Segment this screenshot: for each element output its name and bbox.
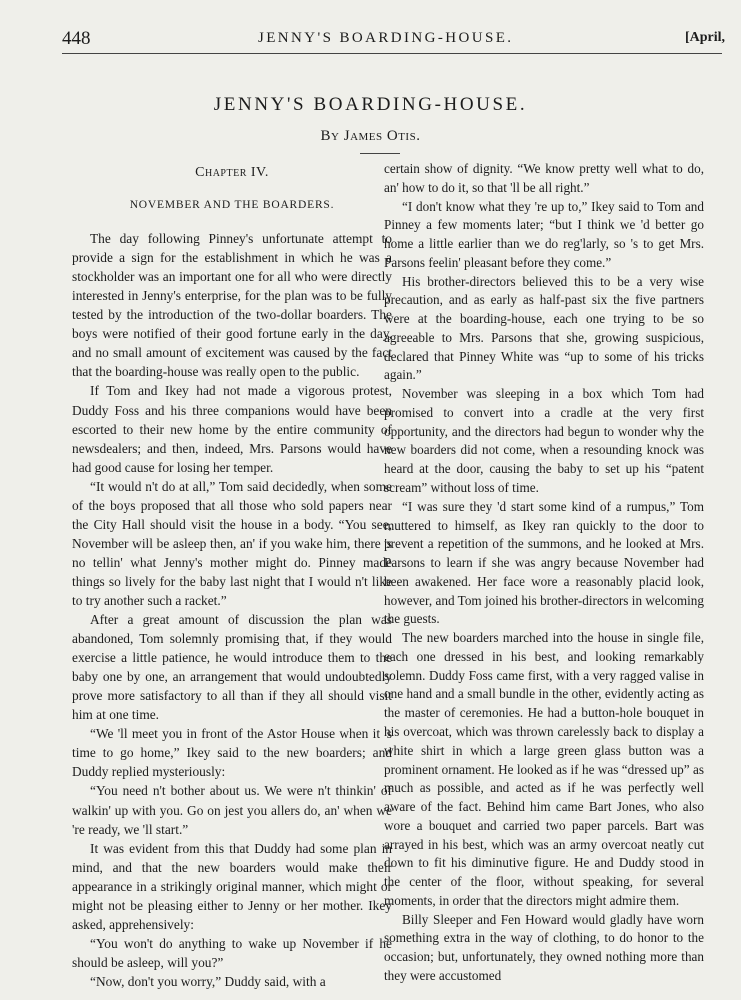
- header-rule: [62, 53, 722, 54]
- paragraph: “We 'll meet you in front of the Astor House when it 's time to go home,” Ikey said to the new boarders; and Duddy replied mysteriously:: [72, 726, 392, 780]
- paragraph: If Tom and Ikey had not made a vigorous protest, Duddy Foss and his three companions would have been escorted to their new home by the entire community of newsdealers; and then, indeed, Mrs. Parsons would have had good cause for losing her temper.: [72, 383, 392, 475]
- section-heading: NOVEMBER AND THE BOARDERS.: [129, 199, 335, 212]
- running-title: JENNY'S BOARDING-HOUSE.: [258, 30, 514, 46]
- right-column: [384, 160, 704, 990]
- paragraph: “You need n't bother about us. We were n't thinkin' of walkin' up with you. Go on jest you allers do, an' when we 're ready, we 'll start.”: [72, 783, 392, 837]
- paragraph: certain show of dignity. “We know pretty well what to do, an' how to do it, so that 'll be all right.”: [384, 161, 704, 195]
- page-number: 448: [62, 28, 91, 49]
- paragraph: The new boarders marched into the house in single file, each one dressed in his best, and looking remarkably solemn. Duddy Foss came first, with a very ragged valise in one hand and a small bundle in the other, evidently acting as the master of ceremonies. He had a button-hole bouquet in his overcoat, which was thrown carelessly back to display a white shirt in which a large green glass button was a prominent ornament. He looked as if he was “dressed up” as much as possible, and acted as if he was perfectly well aware of the fact. Behind him came Bart Jones, who also wore a bouquet and carried two paper parcels. Bart was arrayed in his best, which was an army overcoat neatly cut down to fit his diminutive figure. He and Duddy stood in the center of the floor, without speaking, for several moments, in order that the directors might admire them.: [384, 630, 704, 908]
- paragraph: It was evident from this that Duddy had some plan in mind, and that the new boarders would make their appearance in a strikingly original manner, which might or might not be pleasing either to Jenny or her mother. Ikey asked, apprehensively:: [72, 840, 392, 932]
- byline-rule: [360, 153, 400, 154]
- byline: By James Otis.: [320, 128, 421, 144]
- running-head: [62, 28, 731, 52]
- paragraph: November was sleeping in a box which Tom had promised to convert into a cradle at the very first opportunity, and the directors had begun to wonder why the new boarders did not come, when a resounding knock was heard at the door, causing the baby to set up his “patent scream” without loss of time.: [384, 386, 704, 496]
- paragraph: Billy Sleeper and Fen Howard would gladly have worn something extra in the way of clothing, to do honor to the occasion; but, unfortunately, they owned nothing more than they were accustomed: [384, 911, 704, 983]
- paragraph: “You won't do anything to wake up November if he should be asleep, will you?”: [72, 935, 392, 970]
- chapter-heading: Chapter IV.: [195, 165, 269, 180]
- paragraph: “It would n't do at all,” Tom said decidedly, when some of the boys proposed that all those who sold papers near the City Hall should visit the house in a body. “You see, November will be asleep then, an' if you wake him, there 's no tellin' what Jenny's mother might do. Pinney made things so lively for the baby last night that I would n't like to try another such a racket.”: [72, 478, 392, 608]
- paragraph: His brother-directors believed this to be a very wise precaution, and as early as half-past six the five partners were at the boarding-house, each one trying to be so agreeable to Mrs. Parsons that she, growing suspicious, declared that Pinney White was “up to some of his tricks again.”: [384, 273, 704, 383]
- paragraph: “I was sure they 'd start some kind of a rumpus,” Tom muttered to himself, as Ikey ran quickly to the door to prevent a repetition of the summons, and he looked at Mrs. Parsons to learn if she was angry because November had been awakened. Her face wore a reasonably placid look, however, and Tom joined his brother-directors in welcoming the guests.: [384, 498, 704, 627]
- paragraph: “I don't know what they 're up to,” Ikey said to Tom and Pinney a few moments later; “but I think we 'd better go home a little earlier than we do reg'larly, so 's to get Mrs. Parsons feelin' pleasant before they come.”: [384, 198, 704, 270]
- paragraph: “Now, don't you worry,” Duddy said, with a: [90, 973, 326, 989]
- paragraph: After a great amount of discussion the plan was abandoned, Tom solemnly promising that, if they would exercise a little patience, he would introduce them to the baby one by one, an arrangement that would undoubtedly prove more satisfactory to all than if they all should visit him at one time.: [72, 612, 392, 723]
- running-date: [April,: [684, 30, 725, 45]
- paragraph: The day following Pinney's unfortunate attempt to provide a sign for the establishment in which he was a stockholder was an important one for all who were directly interested in Jenny's enterprise, for the plan was to be fully tested by the introduction of the two-dollar boarders. The boys were notified of their good fortune early in the day, and no small amount of excitement was caused by the fact that the boarding-house was really open to the public.: [72, 231, 392, 380]
- left-column: [72, 160, 392, 990]
- article-title: JENNY'S BOARDING-HOUSE.: [213, 94, 528, 115]
